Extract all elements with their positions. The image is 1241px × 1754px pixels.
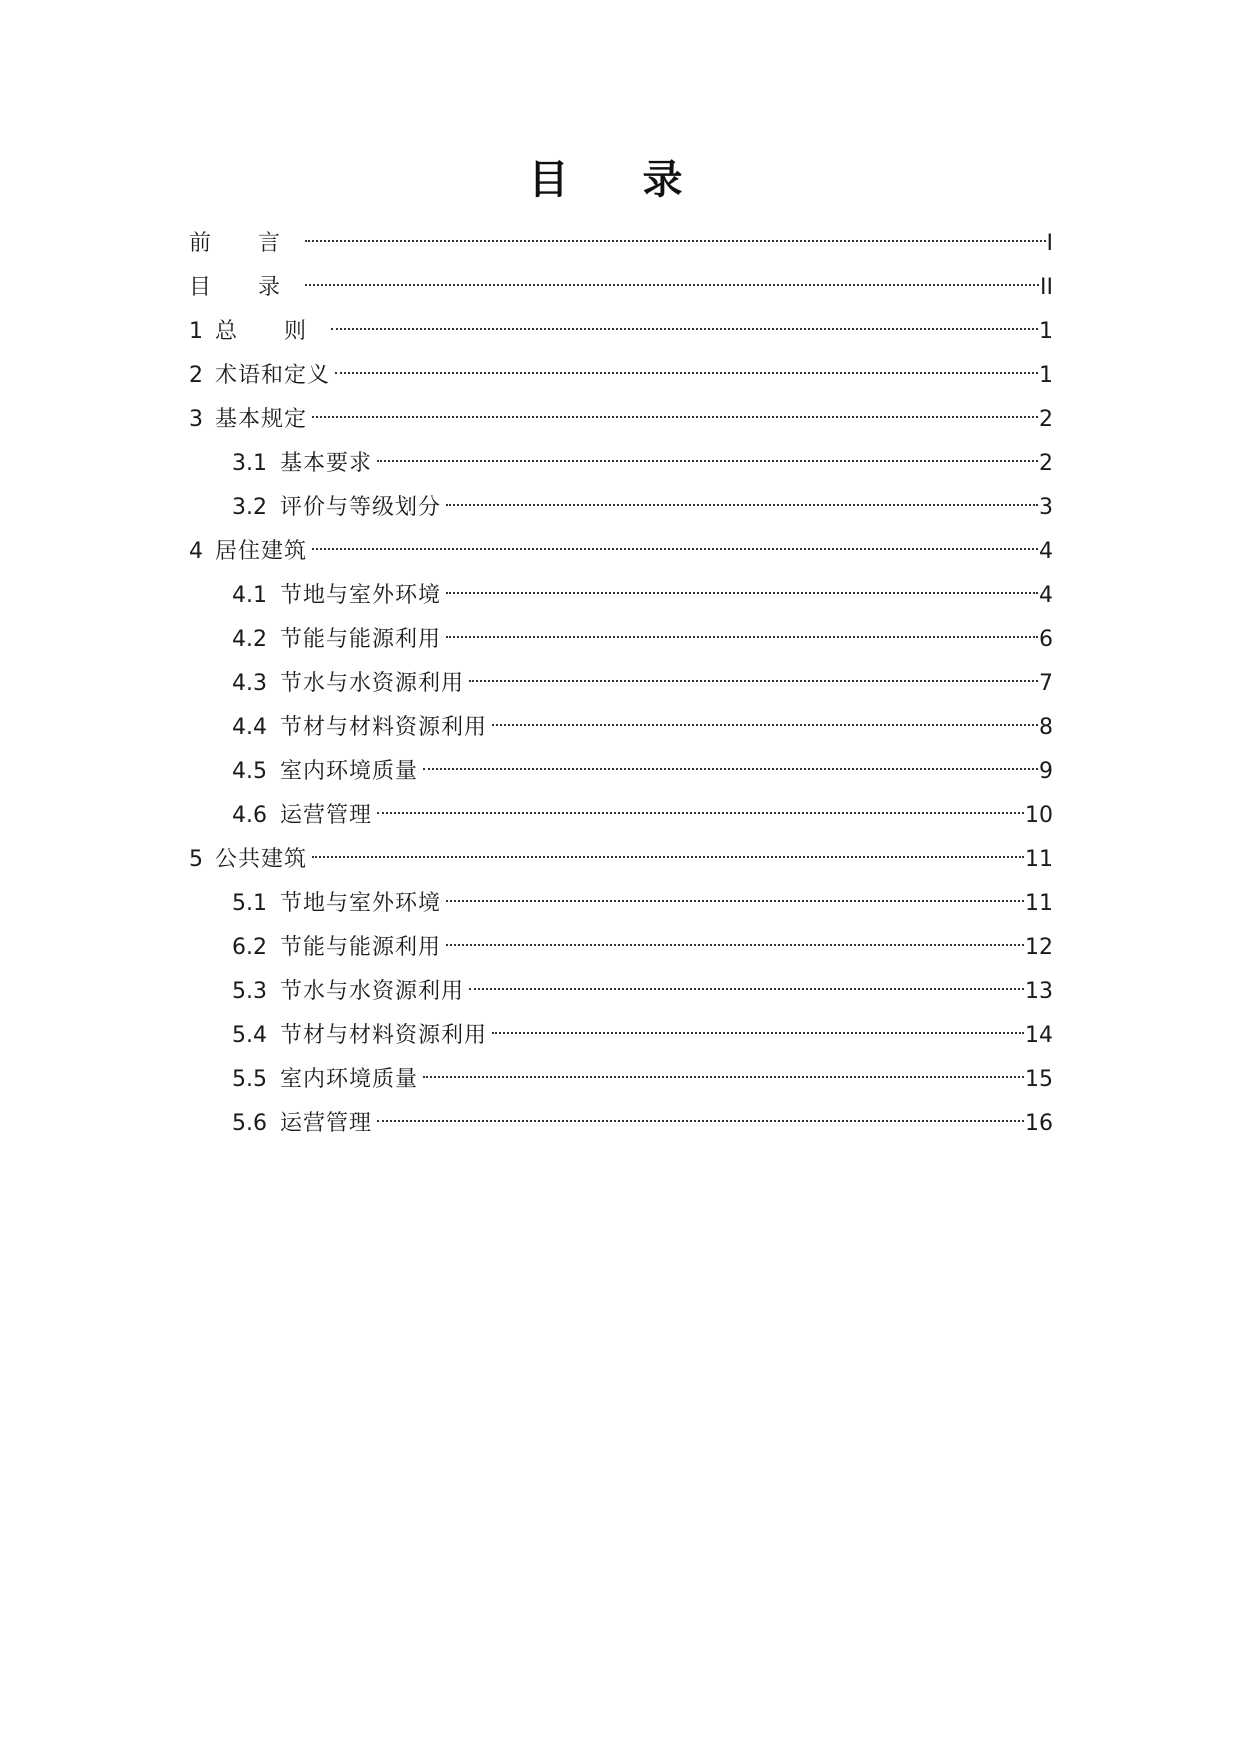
toc-page-number: 16 — [1025, 1111, 1053, 1136]
toc-entry-4-6[interactable] — [232, 792, 1053, 828]
toc-entry-label: 术语和定义 — [215, 363, 331, 388]
toc-dot-leader — [446, 484, 1038, 514]
toc-entry-5-6[interactable] — [232, 1100, 1053, 1136]
toc-entry-label: 室内环境质量 — [280, 759, 419, 784]
toc-entry-number: 5 — [189, 847, 203, 872]
toc-entry-label: 室内环境质量 — [280, 1067, 419, 1092]
toc-entry-5-1[interactable] — [232, 880, 1053, 916]
toc-page-number: 3 — [1039, 495, 1053, 520]
toc-entry-number: 3.1 — [232, 451, 267, 476]
toc-dot-leader — [446, 924, 1024, 954]
toc-page-number: 1 — [1039, 319, 1053, 344]
toc-entry-label: 节地与室外环境 — [280, 891, 442, 916]
toc-dot-leader — [446, 880, 1024, 910]
toc-entry-label: 节材与材料资源利用 — [280, 1023, 488, 1048]
toc-dot-leader — [423, 748, 1038, 778]
toc-dot-leader — [446, 616, 1038, 646]
toc-entry-5[interactable] — [189, 836, 1053, 872]
toc-entry-number: 1 — [189, 319, 203, 344]
toc-dot-leader — [492, 1012, 1024, 1042]
toc-entry-label: 节水与水资源利用 — [280, 671, 465, 696]
toc-entry-number: 5.5 — [232, 1067, 267, 1092]
toc-dot-leader — [331, 308, 1038, 338]
toc-dot-leader — [312, 528, 1038, 558]
toc-entry-number: 4.6 — [232, 803, 267, 828]
toc-dot-leader — [305, 220, 1046, 250]
toc-page-number: 2 — [1039, 407, 1053, 432]
toc-entry-1[interactable] — [189, 308, 1053, 344]
toc-entry-number: 5.6 — [232, 1111, 267, 1136]
toc-entry-4[interactable] — [189, 528, 1053, 564]
toc-entry-4-3[interactable] — [232, 660, 1053, 696]
toc-dot-leader — [492, 704, 1038, 734]
toc-entry-number: 4.5 — [232, 759, 267, 784]
toc-dot-leader — [446, 572, 1038, 602]
toc-entry-label: 运营管理 — [280, 1111, 373, 1136]
toc-entry-number: 4.3 — [232, 671, 267, 696]
toc-page-number: 2 — [1039, 451, 1053, 476]
toc-page-number: 13 — [1025, 979, 1053, 1004]
toc-page-number: II — [1040, 275, 1053, 300]
toc-entry-4-5[interactable] — [232, 748, 1053, 784]
page-title: 目 录 — [528, 156, 713, 203]
toc-page-number: 10 — [1025, 803, 1053, 828]
toc-entry-label: 运营管理 — [280, 803, 373, 828]
toc-entry-3[interactable] — [189, 396, 1053, 432]
toc-page-number: 7 — [1039, 671, 1053, 696]
toc-entry-label: 评价与等级划分 — [280, 495, 442, 520]
toc-entry-4-2[interactable] — [232, 616, 1053, 652]
toc-entry-label: 节地与室外环境 — [280, 583, 442, 608]
toc-entry-label: 基本要求 — [280, 451, 373, 476]
toc-entry-label: 目 录 — [189, 275, 300, 300]
toc-dot-leader — [312, 836, 1024, 866]
toc-dot-leader — [312, 396, 1038, 426]
toc-page-number: 11 — [1025, 847, 1053, 872]
toc-entry-5-4[interactable] — [232, 1012, 1053, 1048]
toc-dot-leader — [377, 792, 1024, 822]
toc-entry-label: 基本规定 — [215, 407, 308, 432]
toc-entry-number: 5.1 — [232, 891, 267, 916]
toc-entry-number: 5.3 — [232, 979, 267, 1004]
toc-page-number: I — [1046, 231, 1053, 256]
toc-page-number: 6 — [1039, 627, 1053, 652]
toc-entry-number: 2 — [189, 363, 203, 388]
toc-page-number: 4 — [1039, 583, 1053, 608]
toc-page-number: 1 — [1039, 363, 1053, 388]
toc-dot-leader — [377, 1100, 1024, 1130]
toc-page-number: 15 — [1025, 1067, 1053, 1092]
toc-entry-number: 3.2 — [232, 495, 267, 520]
toc-page-number: 4 — [1039, 539, 1053, 564]
toc-dot-leader — [335, 352, 1038, 382]
toc-entry-label: 总 则 — [215, 319, 326, 344]
toc-dot-leader — [469, 660, 1038, 690]
toc-entry-label: 公共建筑 — [215, 847, 308, 872]
toc-page-number: 9 — [1039, 759, 1053, 784]
toc-entry-label: 居住建筑 — [215, 539, 308, 564]
toc-page-number: 11 — [1025, 891, 1053, 916]
toc-entry-contents[interactable] — [189, 264, 1053, 300]
toc-entry-4-4[interactable] — [232, 704, 1053, 740]
toc-entry-2[interactable] — [189, 352, 1053, 388]
toc-dot-leader — [423, 1056, 1024, 1086]
toc-entry-label: 节材与材料资源利用 — [280, 715, 488, 740]
toc-page-number: 14 — [1025, 1023, 1053, 1048]
toc-dot-leader — [377, 440, 1038, 470]
toc-entry-number: 6.2 — [232, 935, 267, 960]
toc-entry-3-1[interactable] — [232, 440, 1053, 476]
toc-entry-number: 4 — [189, 539, 203, 564]
toc-entry-5-5[interactable] — [232, 1056, 1053, 1092]
toc-page-number: 8 — [1039, 715, 1053, 740]
toc-entry-preface[interactable] — [189, 220, 1053, 256]
toc-entry-label: 节能与能源利用 — [280, 627, 442, 652]
toc-entry-number: 4.4 — [232, 715, 267, 740]
toc-entry-number: 4.2 — [232, 627, 267, 652]
toc-entry-4-1[interactable] — [232, 572, 1053, 608]
toc-entry-6-2[interactable] — [232, 924, 1053, 960]
toc-entry-3-2[interactable] — [232, 484, 1053, 520]
toc-entry-number: 3 — [189, 407, 203, 432]
toc-entry-label: 前 言 — [189, 231, 300, 256]
toc-dot-leader — [305, 264, 1039, 294]
toc-page-number: 12 — [1025, 935, 1053, 960]
toc-entry-number: 4.1 — [232, 583, 267, 608]
toc-entry-label: 节能与能源利用 — [280, 935, 442, 960]
toc-dot-leader — [469, 968, 1024, 998]
toc-entry-number: 5.4 — [232, 1023, 267, 1048]
toc-entry-label: 节水与水资源利用 — [280, 979, 465, 1004]
toc-entry-5-3[interactable] — [232, 968, 1053, 1004]
